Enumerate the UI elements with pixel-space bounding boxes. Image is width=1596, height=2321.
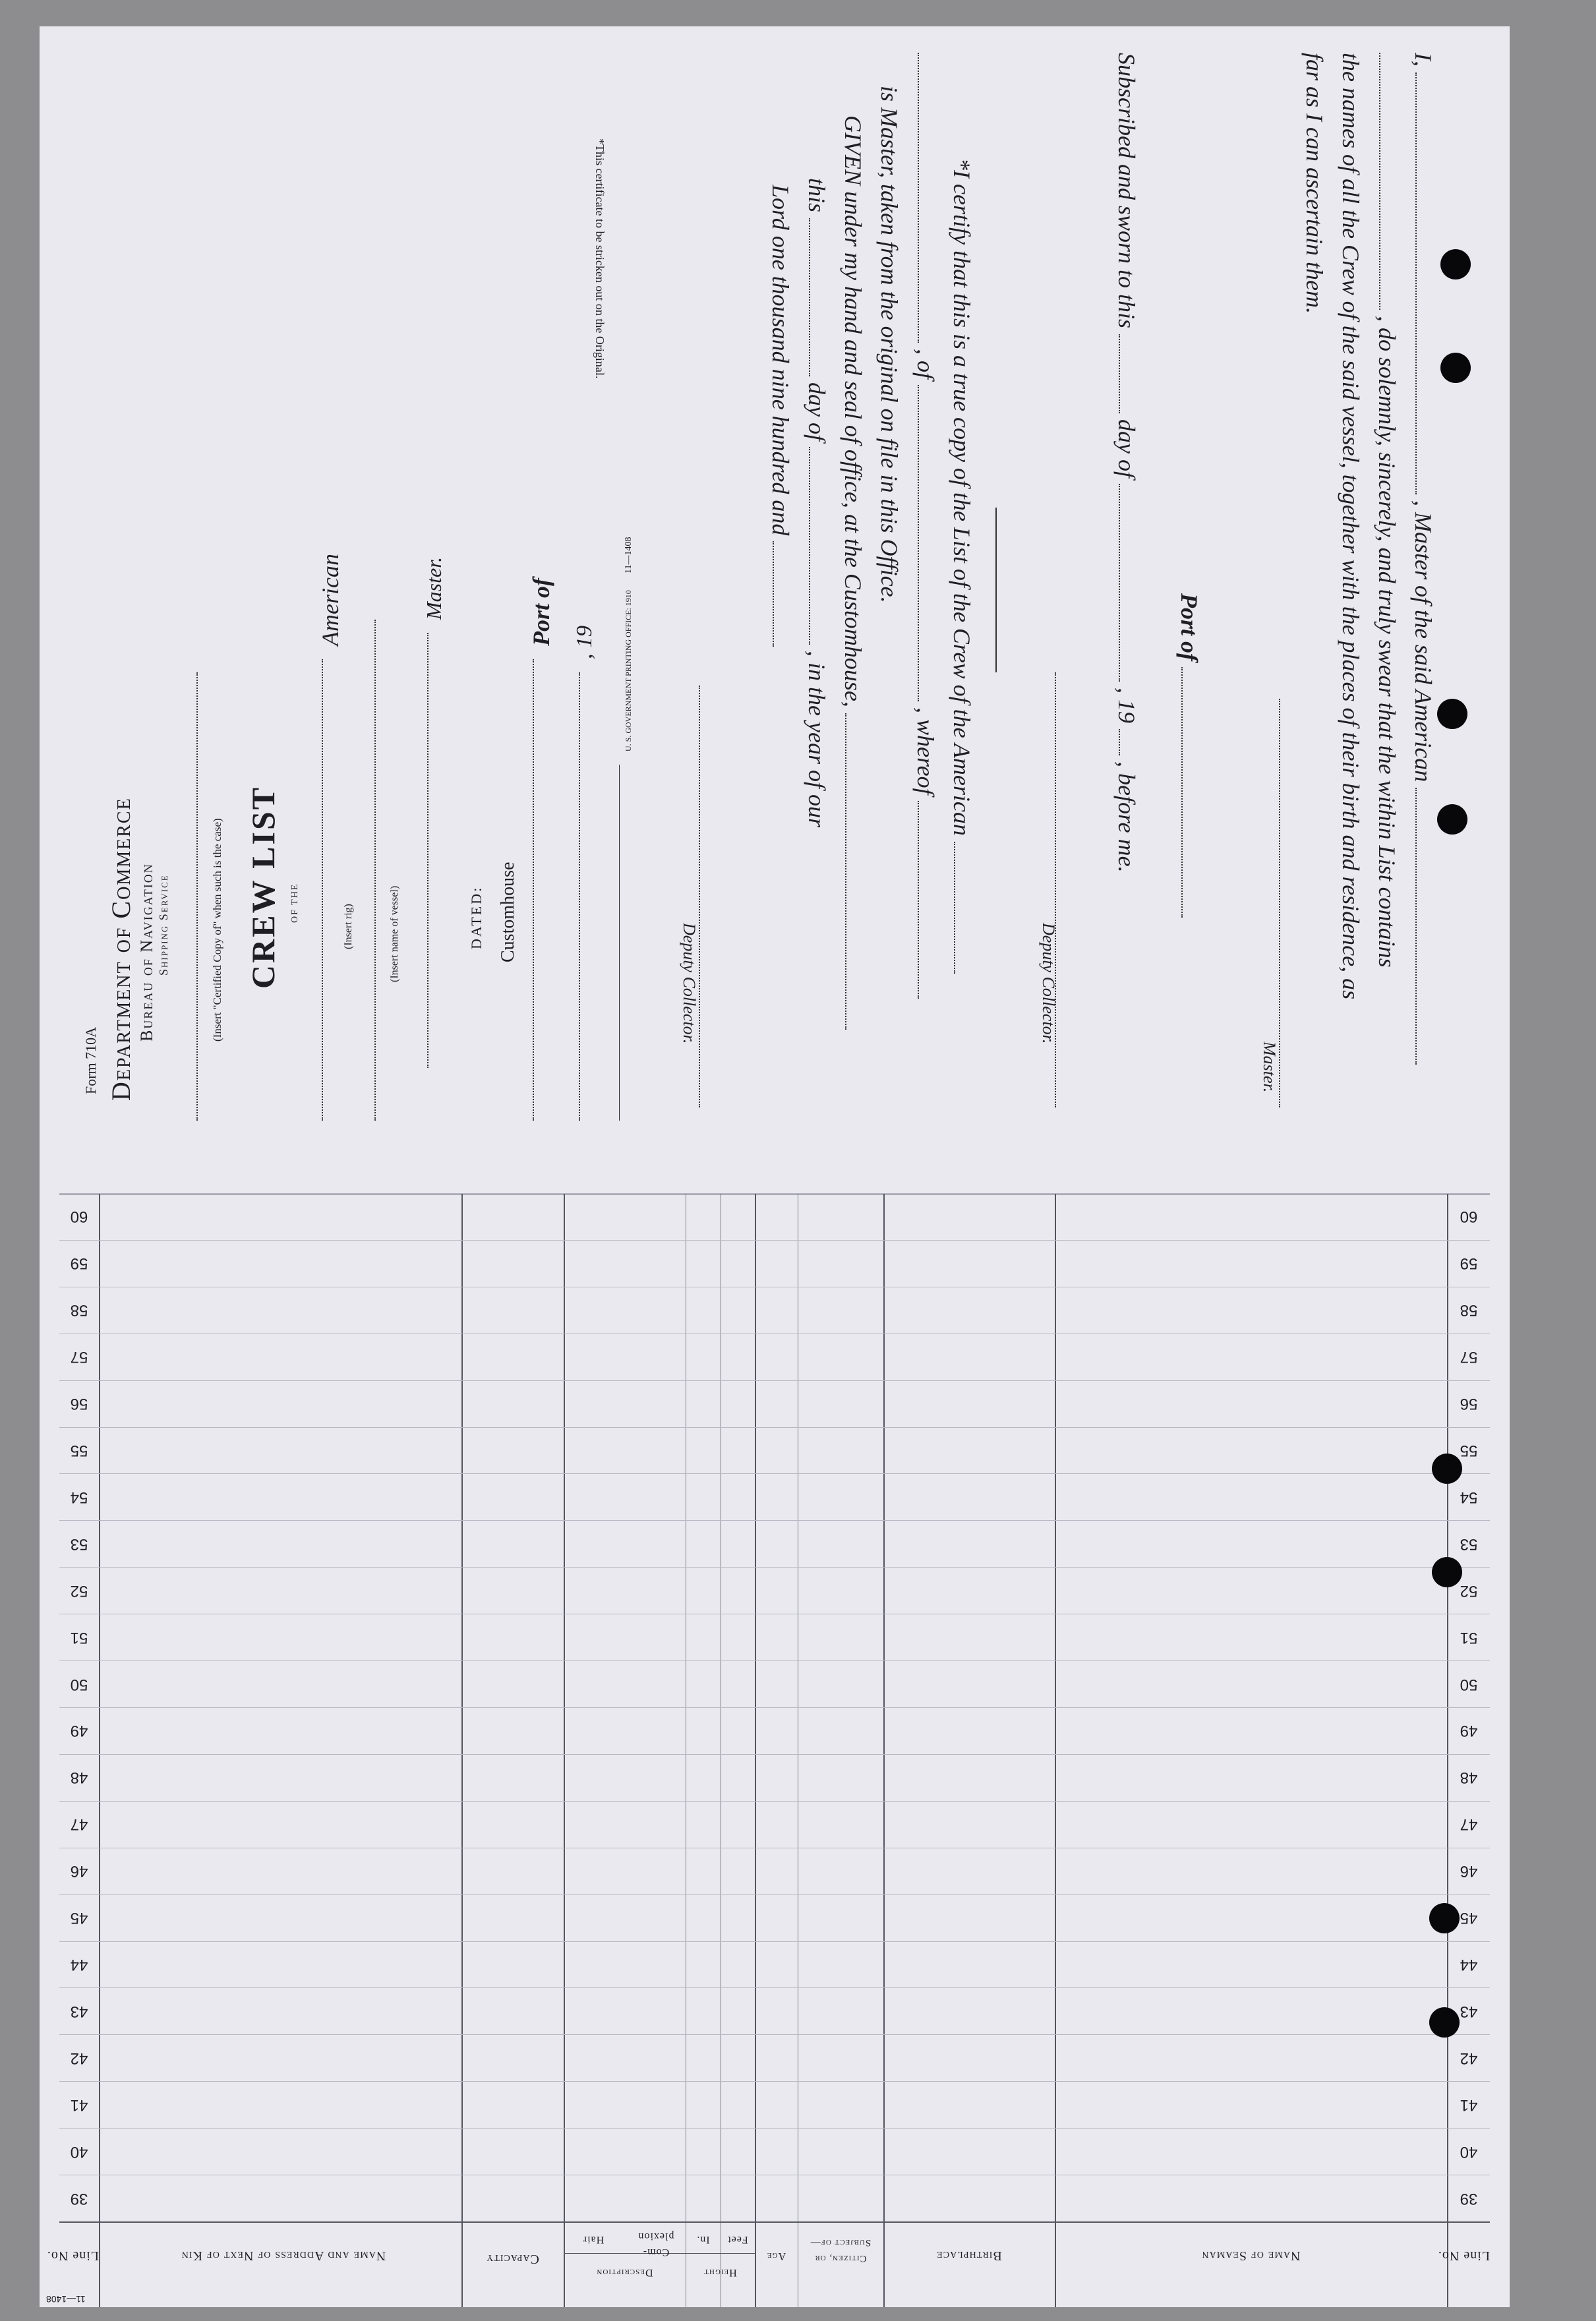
- department-name: Department of Commerce: [106, 797, 136, 1101]
- line-number-left: 44: [70, 1956, 88, 1974]
- line-number-left: 52: [70, 1581, 88, 1600]
- table-row[interactable]: [99, 1895, 1447, 1941]
- table-row[interactable]: [99, 1520, 1447, 1567]
- header-name-of-seaman: Name of Seaman: [1201, 2248, 1301, 2263]
- cert-day-of: day of: [804, 382, 830, 441]
- bureau-name: Bureau of Navigation: [137, 863, 156, 1042]
- line-number-right: 41: [1460, 2096, 1478, 2114]
- line-number-left: 50: [70, 1675, 88, 1693]
- american-label: American: [317, 554, 343, 646]
- binder-hole: [1437, 804, 1467, 835]
- line-number-left: 56: [70, 1395, 88, 1413]
- table-row[interactable]: [99, 1754, 1447, 1801]
- table-row[interactable]: [99, 1801, 1447, 1848]
- binder-hole: [1440, 249, 1471, 279]
- cert-rig-blank[interactable]: [918, 53, 939, 343]
- header-next-of-kin: Name and Address of Next of Kin: [181, 2248, 386, 2263]
- form-number: Form 710A: [82, 1026, 99, 1094]
- cert-customhouse-blank[interactable]: [845, 713, 866, 1030]
- line-number-left: 57: [70, 1348, 88, 1366]
- vessel-blank[interactable]: [1415, 788, 1436, 1065]
- line-number-left: 55: [70, 1442, 88, 1459]
- deputy-collector-1: Deputy Collector.: [1039, 923, 1058, 1044]
- sworn-year-blank[interactable]: [1119, 729, 1140, 755]
- table-row[interactable]: [99, 1660, 1447, 1707]
- binder-hole: [1432, 1557, 1462, 1587]
- bottom-print-code: 11—1408: [46, 2294, 86, 2305]
- table-row[interactable]: [99, 1941, 1447, 1988]
- table-row[interactable]: [99, 1193, 1447, 1240]
- line-number-left: 59: [70, 1254, 88, 1273]
- certified-copy-line: [196, 672, 198, 1121]
- cert-year-of-our: , in the year of our: [804, 651, 830, 827]
- table-row[interactable]: [99, 1240, 1447, 1287]
- line-number-right: 60: [1460, 1208, 1478, 1226]
- oath-line-1: [1409, 53, 1437, 1065]
- line-number-right: 54: [1460, 1488, 1478, 1506]
- line-number-right: 59: [1460, 1254, 1478, 1273]
- header-capacity: Capacity: [486, 2252, 539, 2266]
- line-number-left: 60: [70, 1208, 88, 1226]
- oath-i: I,: [1410, 53, 1436, 67]
- line-number-left: 40: [70, 2142, 88, 2161]
- certificate-line-5: [803, 178, 831, 827]
- line-number-right: 58: [1460, 1301, 1478, 1320]
- table-row[interactable]: [99, 2175, 1447, 2221]
- cert-month-blank[interactable]: [809, 447, 830, 645]
- cert-master-blank[interactable]: [918, 801, 939, 999]
- header-description: Description: [596, 2267, 653, 2278]
- table-row[interactable]: [99, 1567, 1447, 1614]
- header-line-no-left: Line No.: [46, 2248, 99, 2263]
- table-row[interactable]: [99, 1334, 1447, 1380]
- service-name: Shipping Service: [157, 874, 170, 976]
- date-line: [579, 672, 580, 1121]
- certificate-line-2: [912, 53, 939, 999]
- line-number-left: 47: [70, 1815, 88, 1834]
- rig-line: [322, 659, 323, 1121]
- port-line: [533, 659, 534, 1121]
- line-number-left: 41: [70, 2096, 88, 2114]
- table-row[interactable]: [99, 2081, 1447, 2128]
- header-birthplace: Birthplace: [936, 2248, 1002, 2263]
- printer-credit: U. S. GOVERNMENT PRINTING OFFICE: 1910: [624, 590, 633, 751]
- oath-port-label: Port of: [1176, 593, 1202, 661]
- header-hair: Hair: [582, 2234, 605, 2245]
- certificate-line-1: [948, 158, 976, 974]
- line-number-right: 48: [1460, 1769, 1478, 1787]
- line-number-left: 49: [70, 1722, 88, 1740]
- line-number-right: 49: [1460, 1722, 1478, 1740]
- table-row[interactable]: [99, 1848, 1447, 1895]
- table-row[interactable]: [99, 1287, 1447, 1334]
- binder-hole: [1429, 1903, 1460, 1933]
- printer-rule: [619, 765, 620, 1121]
- rig-blank[interactable]: [1379, 53, 1400, 310]
- certificate-line-6: [767, 185, 794, 647]
- certificate-text-4: GIVEN under my hand and seal of office, at the Customhouse,: [840, 115, 866, 707]
- line-number-right: 56: [1460, 1395, 1478, 1413]
- subscribed-text: Subscribed and sworn to this: [1113, 53, 1140, 329]
- oath-line-3: the names of all the Crew of the said vessel, together with the places of their birth and residence, as: [1338, 53, 1364, 1000]
- table-row[interactable]: [99, 1473, 1447, 1520]
- deputy-signature-line-2[interactable]: [699, 686, 700, 1107]
- oath-swear: , do solemnly, sincerely, and truly swear that the within List contains: [1374, 316, 1400, 968]
- cert-vessel-blank[interactable]: [954, 842, 975, 974]
- name-blank[interactable]: [1415, 73, 1436, 494]
- oath-line-2: [1373, 53, 1401, 968]
- header-rule: [59, 2221, 1490, 2223]
- cert-lord: Lord one thousand nine hundred and: [767, 185, 794, 536]
- insert-vessel-note: (Insert name of vessel): [389, 885, 400, 982]
- cert-port-blank[interactable]: [918, 385, 939, 701]
- line-number-right: 57: [1460, 1348, 1478, 1366]
- line-number-right: 45: [1460, 1909, 1478, 1927]
- insert-rig-note: (Insert rig): [343, 904, 354, 949]
- header-in: In.: [696, 2234, 710, 2245]
- port-of-label: Port of: [528, 578, 554, 646]
- cert-this: this: [804, 178, 830, 213]
- form-caption-block: [79, 66, 633, 1147]
- certificate-line-3: is Master, taken from the original on file in this Office.: [876, 86, 902, 603]
- binder-hole: [1429, 2007, 1460, 2038]
- customhouse-label: Customhouse: [498, 862, 518, 962]
- print-code: 11—1408: [624, 537, 634, 573]
- form-title: CREW LIST: [245, 785, 281, 989]
- subscribed-year: , 19: [1113, 688, 1140, 724]
- table-row[interactable]: [99, 1987, 1447, 2034]
- header-line-no-right: Line No.: [1437, 2248, 1490, 2263]
- table-row[interactable]: [99, 1427, 1447, 1474]
- crew-list-sheet: [40, 26, 1510, 2307]
- line-number-right: 46: [1460, 1862, 1478, 1881]
- master-signature-line[interactable]: [1279, 699, 1280, 1107]
- binder-hole: [1437, 699, 1467, 729]
- certificate-text-1: *I certify that this is a true copy of the List of the Crew of the American: [949, 158, 975, 836]
- header-complexion: Com-plexion: [637, 2231, 674, 2258]
- separator-rule: [995, 508, 997, 672]
- header-feet: Feet: [727, 2234, 748, 2245]
- line-number-left: 46: [70, 1862, 88, 1881]
- footnote: *This certificate to be stricken out on the Original.: [593, 138, 606, 379]
- master-line: [427, 633, 429, 1068]
- sworn-month-blank[interactable]: [1119, 484, 1140, 682]
- line-number-left: 43: [70, 2002, 88, 2020]
- line-number-left: 53: [70, 1535, 88, 1553]
- line-number-left: 48: [70, 1769, 88, 1787]
- table-row[interactable]: [99, 1380, 1447, 1427]
- line-number-left: 45: [70, 1909, 88, 1927]
- header-age: Age: [766, 2250, 786, 2262]
- subscribed-before-me: , before me.: [1113, 761, 1140, 873]
- oath-master-said: , Master of the said American: [1410, 500, 1436, 782]
- line-number-right: 39: [1460, 2189, 1478, 2208]
- line-number-right: 43: [1460, 2002, 1478, 2020]
- binder-hole: [1432, 1454, 1462, 1484]
- oath-master-label: Master.: [1260, 1042, 1279, 1093]
- year-prefix: , 19: [572, 626, 597, 659]
- line-number-right: 44: [1460, 1956, 1478, 1974]
- line-number-right: 47: [1460, 1815, 1478, 1834]
- line-number-left: 58: [70, 1301, 88, 1320]
- cert-year-blank[interactable]: [773, 541, 794, 647]
- of-the-label: OF THE: [290, 883, 300, 923]
- line-number-right: 55: [1460, 1442, 1478, 1459]
- table-row[interactable]: [99, 2128, 1447, 2175]
- oath-line-4: far as I can ascertain them.: [1301, 53, 1328, 314]
- line-number-left: 51: [70, 1628, 88, 1647]
- table-row[interactable]: [99, 1707, 1447, 1754]
- header-height: Height: [703, 2267, 737, 2278]
- certified-note: (Insert "Certified Copy of" when such is the case): [211, 818, 223, 1042]
- cert-of: , of: [912, 349, 939, 380]
- subscribed-line: [1113, 53, 1140, 873]
- binder-hole: [1440, 353, 1471, 383]
- certificate-line-4: [839, 115, 867, 1030]
- line-number-left: 39: [70, 2189, 88, 2208]
- vessel-name-line: [374, 620, 376, 1121]
- crew-table: [46, 1193, 1496, 2307]
- subscribed-day-of: day of: [1113, 419, 1140, 479]
- line-number-right: 51: [1460, 1628, 1478, 1647]
- line-number-right: 53: [1460, 1535, 1478, 1553]
- line-number-right: 42: [1460, 2049, 1478, 2067]
- sworn-day-blank[interactable]: [1119, 334, 1140, 413]
- cert-whereof: , whereof: [912, 707, 939, 795]
- line-number-right: 52: [1460, 1581, 1478, 1600]
- oath-port-of: [1175, 593, 1203, 918]
- cert-day-blank[interactable]: [809, 218, 830, 376]
- line-number-right: 40: [1460, 2142, 1478, 2161]
- port-blank[interactable]: [1181, 667, 1202, 918]
- deputy-collector-2: Deputy Collector.: [680, 923, 699, 1044]
- master-label: Master.: [422, 556, 446, 620]
- line-number-right: 50: [1460, 1675, 1478, 1693]
- line-number-left: 54: [70, 1488, 88, 1506]
- table-row[interactable]: [99, 1614, 1447, 1660]
- table-row[interactable]: [99, 2034, 1447, 2081]
- header-citizen: Citizen, or Subject of—: [810, 2237, 872, 2264]
- line-number-left: 42: [70, 2049, 88, 2067]
- dated-label: DATED:: [468, 885, 485, 949]
